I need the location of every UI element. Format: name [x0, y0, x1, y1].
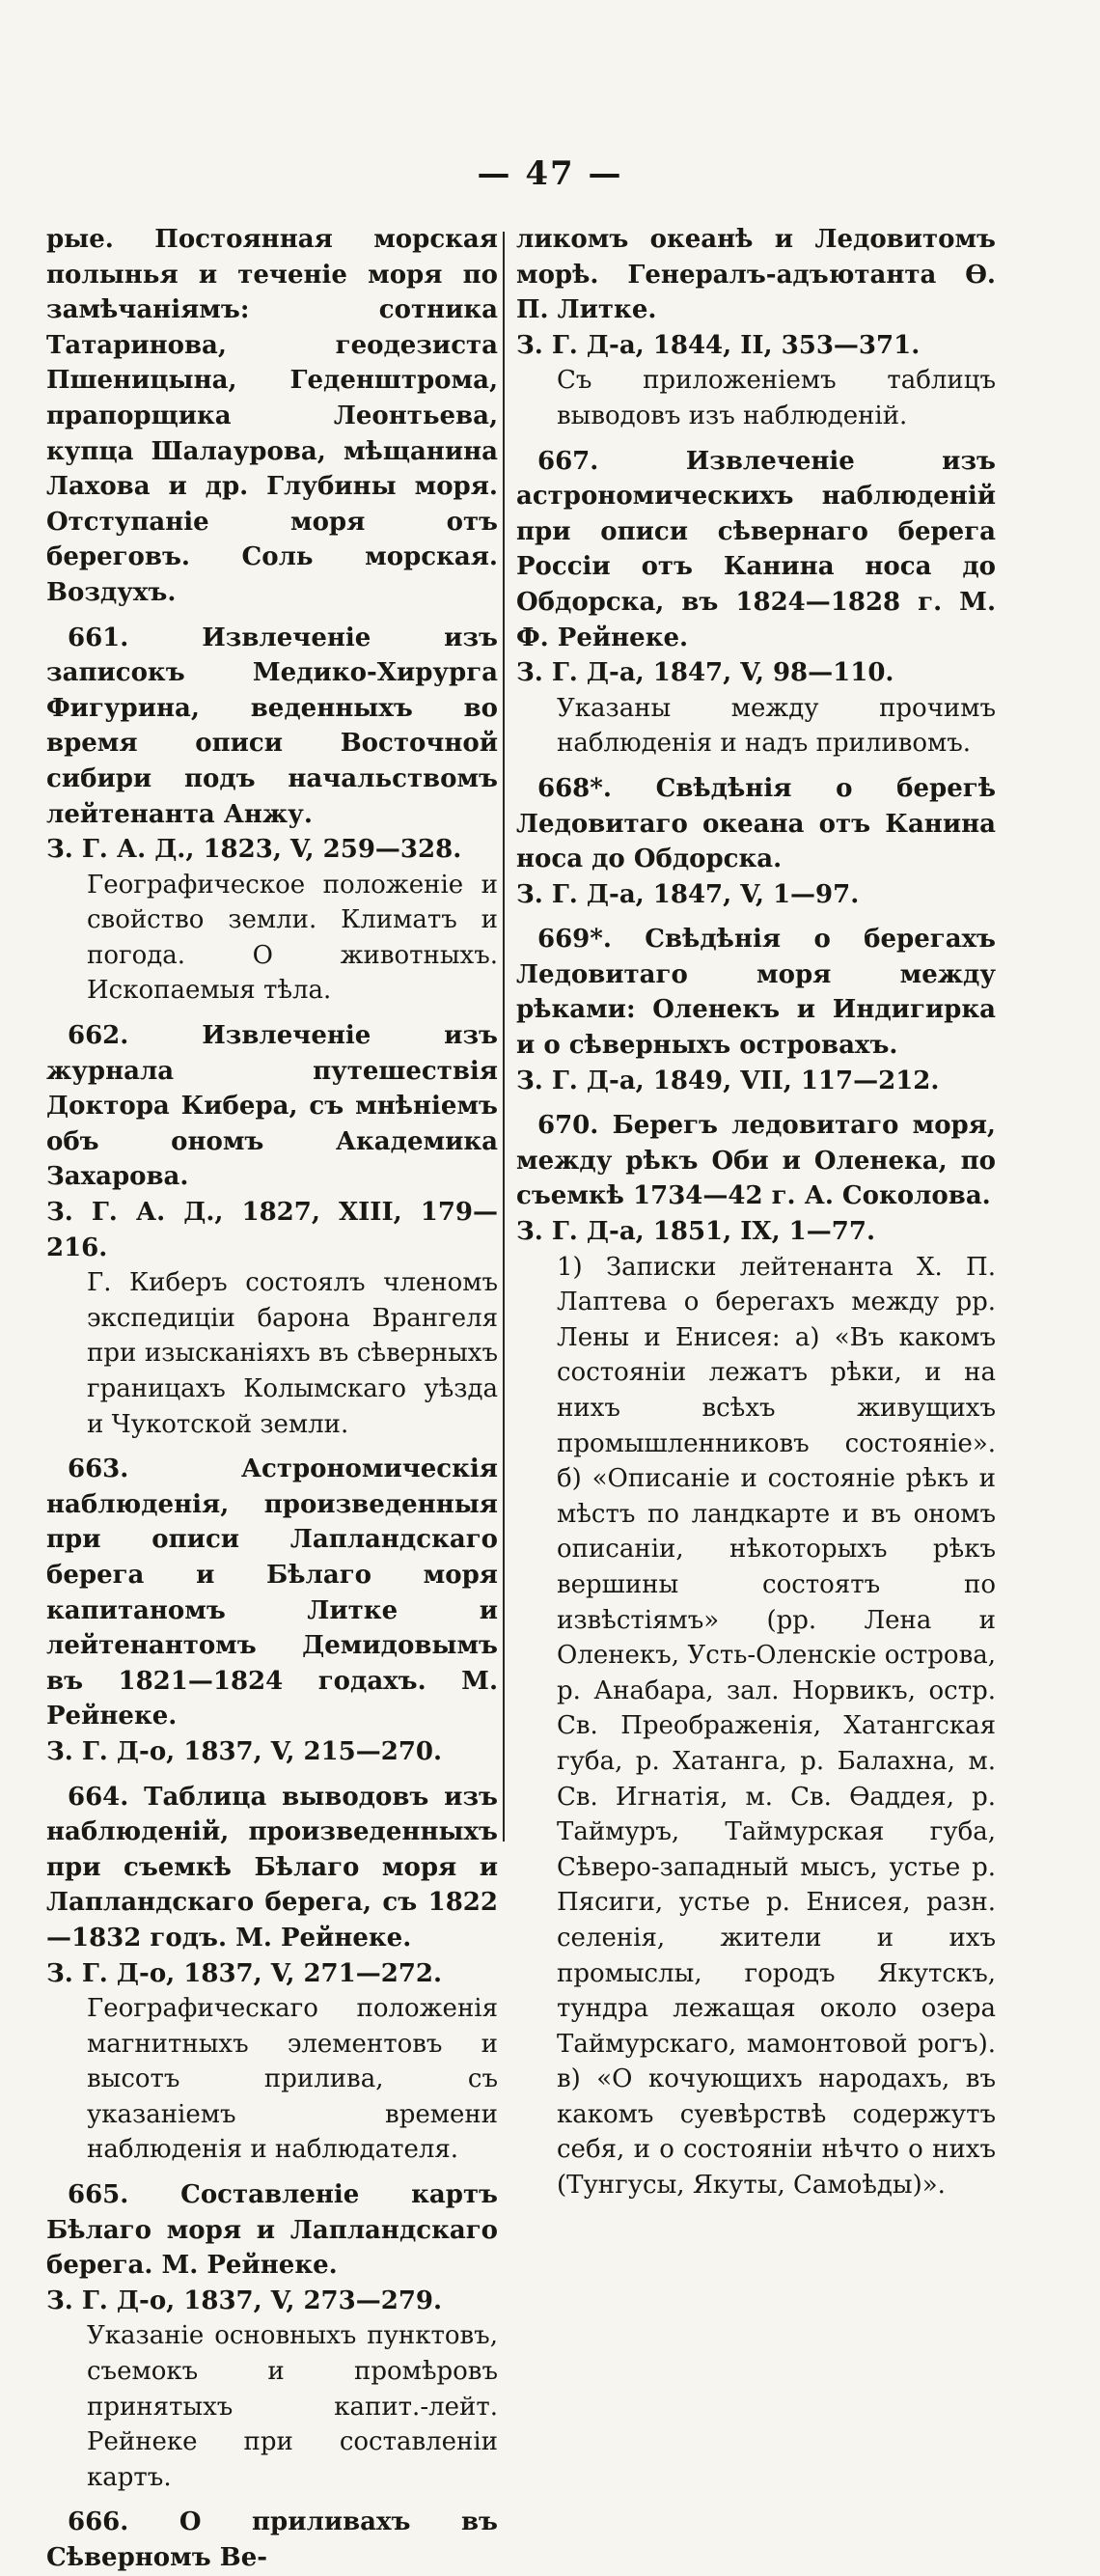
- entry-666-title: 666. О приливахъ въ Сѣверномъ Ве-: [46, 2507, 498, 2572]
- entry-665-title: 665. Составленіе картъ Бѣлаго моря и Лапландскаго берега. М. Рейнеке.: [46, 2180, 498, 2281]
- entry-669-source: З. Г. Д-а, 1849, VII, 117—212.: [516, 1066, 940, 1095]
- left-column: [46, 222, 498, 2576]
- entry-670-note: 1) Записки лейтенанта Х. П. Лаптева о берегахъ между рр. Лены и Енисея: а) «Въ какомъ состояніи лежатъ рѣки, и на нихъ всѣхъ живущихъ промышленниковъ состояніе». б) «Описаніе и состояніе рѣкъ и мѣстъ по ландкарте и въ ономъ описаніи, нѣкоторыхъ рѣкъ вершины состоятъ по извѣстіямъ» (рр. Лена и Оленекъ, Усть-Оленскіе острова, р. Анабара, зал. Норвикъ, остр. Св. Преображенія, Хатангская губа, р. Хатанга, р. Балахна, м. Св. Игнатія, м. Св. Ѳаддея, р. Таймуръ, Таймурская губа, Сѣверо-западный мысъ, устье р. Пясиги, устье р. Енисея, разн. селенія, жители и ихъ промыслы, городъ Якутскъ, тундра лежащая около озера Таймурскаго, мамонтовой рогъ). в) «О кочующихъ народахъ, въ какомъ суевѣрствѣ содержутъ себя, и о состояніи нѣчто о нихъ (Тунгусы, Якуты, Самоѣды)».: [557, 1252, 996, 2201]
- entry-667-source: З. Г. Д-а, 1847, V, 98—110.: [516, 658, 894, 688]
- entry-661-title: 661. Извлеченіе изъ записокъ Медико-Хирурга Фигурина, веденныхъ во время описи Восточной сибири подъ начальствомъ лейтенанта Анжу.: [46, 623, 498, 829]
- entry-668-source: З. Г. Д-а, 1847, V, 1—97.: [516, 879, 860, 909]
- entry-662-title: 662. Извлеченіе изъ журнала путешествія Доктора Кибера, съ мнѣніемъ объ ономъ Академика Захарова.: [46, 1021, 498, 1192]
- entry-670-title: 670. Берегъ ледовитаго моря, между рѣкъ Оби и Оленека, по съемкѣ 1734—42 г. А. Соколова.: [516, 1111, 996, 1211]
- entry-667-note: Указаны между прочимъ наблюденія и надъ приливомъ.: [557, 693, 996, 759]
- entry-663-title: 663. Астрономическія наблюденія, произведенныя при описи Лапландскаго берега и Бѣлаго моря капитаномъ Литке и лейтенантомъ Демидовымъ въ 1821—1824 годахъ. М. Рейнеке.: [46, 1454, 498, 1731]
- entry-661-note: Географическое положеніе и свойство земли. Климатъ и погода. О животныхъ. Ископаемыя тѣла.: [87, 870, 498, 1006]
- entry-664-source: З. Г. Д-о, 1837, V, 271—272.: [46, 1958, 443, 1988]
- entry-661-source: З. Г. А. Д., 1823, V, 259—328.: [46, 835, 462, 865]
- continued-text: рые. Постоянная морская полынья и теченіе моря по замѣчаніямъ: сотника Татаринова, геодезиста Пшеницына, Геденштрома, прапорщика Леонтьева, купца Шалаурова, мѣщанина Лахова и др. Глубины моря. Отступаніе моря отъ береговъ. Соль морская. Воздухъ.: [46, 225, 498, 607]
- entry-669-title: 669*. Свѣдѣнія о берегахъ Ледовитаго моря между рѣками: Оленекъ и Индигирка и о сѣверныхъ островахъ.: [516, 925, 996, 1061]
- right-column: [516, 222, 996, 2203]
- column-divider: [503, 232, 505, 1842]
- entry-665-source: З. Г. Д-о, 1837, V, 273—279.: [46, 2285, 443, 2315]
- page-number: — 47 —: [477, 154, 623, 193]
- entry-667-title: 667. Извлеченіе изъ астрономическихъ наблюденій при описи сѣвернаго берега Россіи отъ Канина носа до Обдорска, въ 1824—1828 г. М. Ф. Рейнеке.: [516, 446, 996, 652]
- entry-664-note: Географическаго положенія магнитныхъ элементовъ и высотъ прилива, съ указаніемъ времени наблюденія и наблюдателя.: [87, 1994, 498, 2165]
- entry-664-title: 664. Таблица выводовъ изъ наблюденій, произведенныхъ при съемкѣ Бѣлаго моря и Лапландскаго берега, съ 1822—1832 годъ. М. Рейнеке.: [46, 1782, 498, 1953]
- entry-666-source: З. Г. Д-а, 1844, II, 353—371.: [516, 330, 921, 360]
- entry-668-title: 668*. Свѣдѣнія о берегѣ Ледовитаго океана отъ Канина носа до Обдорска.: [516, 773, 996, 874]
- entry-666-note: Съ приложеніемъ таблицъ выводовъ изъ наблюденій.: [557, 366, 996, 430]
- entry-663-source: З. Г. Д-о, 1837, V, 215—270.: [46, 1736, 443, 1766]
- entry-662-note: Г. Киберъ состоялъ членомъ экспедиціи барона Врангеля при изысканіяхъ въ сѣверныхъ границахъ Колымскаго уѣзда и Чукотской земли.: [87, 1268, 498, 1439]
- entry-670-source: З. Г. Д-а, 1851, IX, 1—77.: [516, 1217, 875, 1247]
- entry-662-source: З. Г. А. Д., 1827, XIII, 179—216.: [46, 1198, 498, 1262]
- continued-text: ликомъ океанѣ и Ледовитомъ морѣ. Генералъ-адъютанта Ѳ. П. Литке.: [516, 225, 996, 325]
- entry-665-note: Указаніе основныхъ пунктовъ, съемокъ и промѣровъ принятыхъ капит.-лейт. Рейнеке при составленіи картъ.: [87, 2321, 498, 2492]
